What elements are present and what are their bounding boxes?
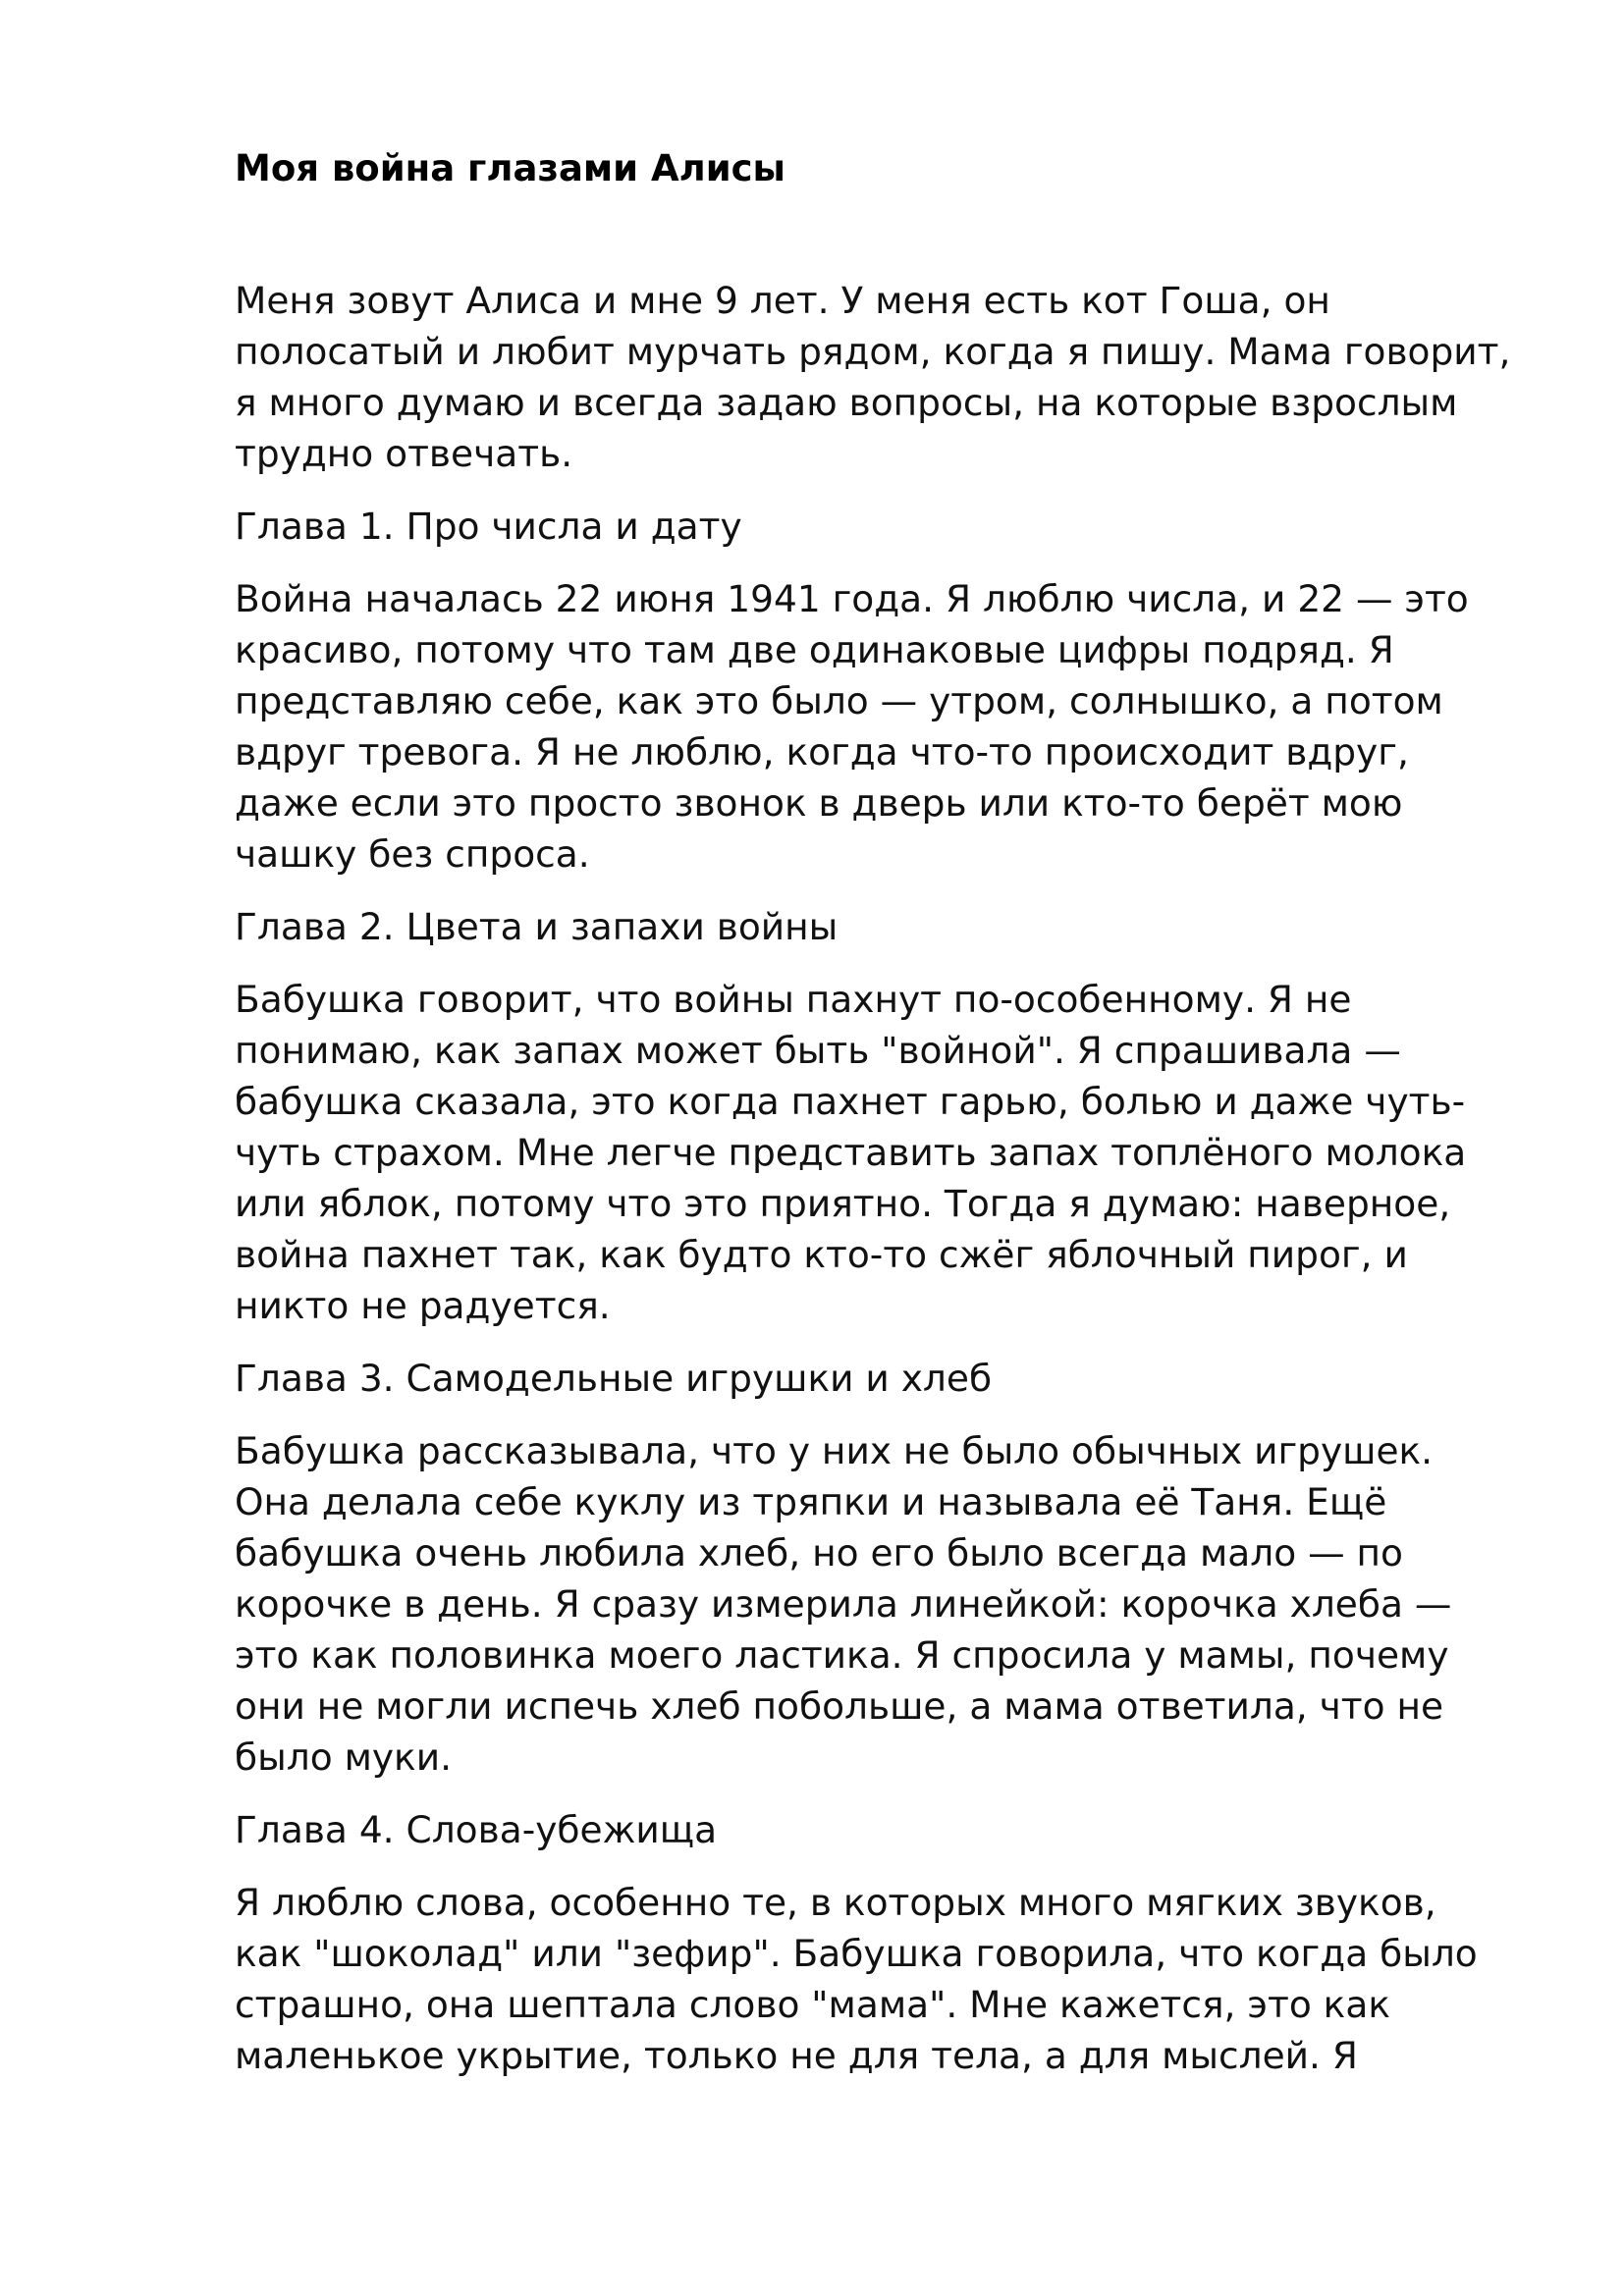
chapter-4-paragraph: Я люблю слова, особенно те, в которых много мягких звуков, как "шоколад" или "зефир". Бабушка говорила, что когда было страшно, она шептала слово "мама". Мне кажется, это как маленькое укрытие, только не для тела, а для мыслей. Я xyxy=(235,1881,1478,2078)
document-body xyxy=(235,145,1511,2103)
intro-paragraph: Меня зовут Алиса и мне 9 лет. У меня есть кот Гоша, он полосатый и любит мурчать рядом, когда я пишу. Мама говорит, я много думаю и всегда задаю вопросы, на которые взрослым трудно отвечать. xyxy=(235,279,1511,476)
chapter-1-heading: Глава 1. Про числа и дату xyxy=(235,505,742,549)
chapter-4-heading: Глава 4. Слова-убежища xyxy=(235,1808,718,1852)
chapter-2-heading: Глава 2. Цвета и запахи войны xyxy=(235,905,839,949)
document-title: Моя война глазами Алисы xyxy=(235,147,786,189)
chapter-1-paragraph: Война началась 22 июня 1941 года. Я люблю числа, и 22 — это красиво, потому что там две одинаковые цифры подряд. Я представляю себе, как это было — утром, солнышко, а потом вдруг тревога. Я не люблю, когда что-то происходит вдруг, даже если это просто звонок в дверь или кто-то берёт мою чашку без спроса. xyxy=(235,577,1469,877)
chapter-3-heading: Глава 3. Самодельные игрушки и хлеб xyxy=(235,1357,993,1401)
chapter-3-paragraph: Бабушка рассказывала, что у них не было обычных игрушек. Она делала себе куклу из тряпки и называла её Таня. Ещё бабушка очень любила хлеб, но его было всегда мало — по корочке в день. Я сразу измерила линейкой: корочка хлеба — это как половинка моего ластика. Я спросила у мамы, почему они не могли испечь хлеб побольше, а мама ответила, что не было муки. xyxy=(235,1429,1452,1780)
chapter-2-paragraph: Бабушка говорит, что войны пахнут по-особенному. Я не понимаю, как запах может быть "войной". Я спрашивала — бабушка сказала, это когда пахнет гарью, болью и даже чуть-чуть страхом. Мне легче представить запах топлёного молока или яблок, потому что это приятно. Тогда я думаю: наверное, война пахнет так, как будто кто-то сжёг яблочный пирог, и никто не радуется. xyxy=(235,978,1467,1328)
